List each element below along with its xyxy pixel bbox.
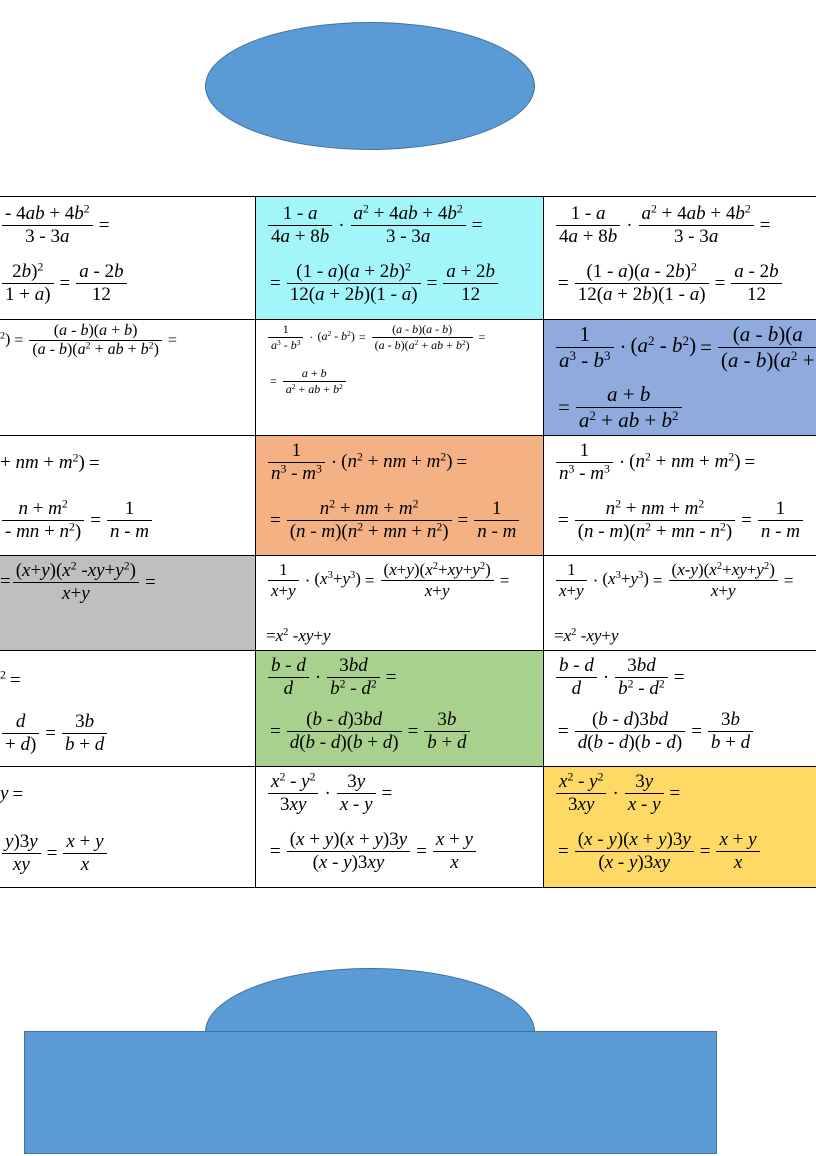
- cell-r1-c3: $\frac{1 - a}{4a + 8b}$ · $\frac{a^2 + 4ab + 4b^2}{3 - 3a}$ = = $\frac{(1 - a)(a - 2b)^2}{12(a + 2b)(1 - a)}$ = $\frac{a - 2b}{12}$: [543, 196, 816, 320]
- cell-r6-c1: y = $\frac{y)3y}{xy}$ = $\frac{x + y}{x}$: [0, 766, 256, 888]
- cell-r1-c1: $\frac{- 4ab + 4b^2}{3 - 3a}$ = $\frac{2b)^2}{1 + a)}$ = $\frac{a - 2b}{12}$: [0, 196, 256, 320]
- cell-r6-c2: $\frac{x^2 - y^2}{3xy}$ · $\frac{3y}{x - y}$ = = $\frac{(x + y)(x + y)3y}{(x - y)3xy}$ = $\frac{x + y}{x}$: [255, 766, 544, 888]
- cell-r1-c2: $\frac{1 - a}{4a + 8b}$ · $\frac{a^2 + 4ab + 4b^2}{3 - 3a}$ = = $\frac{(1 - a)(a + 2b)^2}{12(a + 2b)(1 - a)}$ = $\frac{a + 2b}{12}$: [255, 196, 544, 320]
- cell-r2-c1: $^2$) = $\frac{(a - b)(a + b)}{(a - b)(a^2 + ab + b^2)}$ =: [0, 319, 256, 436]
- cell-r4-c3: $\frac{1}{x+y}$ · $(x^3+y^3)$ = $\frac{(x-y)(x^2+xy+y^2)}{x+y}$ = $=x^2$ -xy+y: [543, 555, 816, 651]
- cell-r2-c3: $\frac{1}{a^3 - b^3}$ · $(a^2 - b^2)$ = $\frac{(a - b)(a}{(a - b)(a^2 +}$ = $\frac{a + b}{a^2 + ab + b^2}$: [543, 319, 816, 436]
- cell-r4-c1: = $\frac{(x+y)(x^2 -xy+y^2)}{x+y}$ =: [0, 555, 256, 651]
- cell-r3-c2: $\frac{1}{n^3 - m^3}$ · ($n^2$ + nm + $m^2$) = = $\frac{n^2 + nm + m^2}{(n - m)(n^2 + mn + n^2)}$ = $\frac{1}{n - m}$: [255, 435, 544, 556]
- cell-r5-c1: $^2$ = $\frac{d}{+ d)}$ = $\frac{3b}{b + d}$: [0, 650, 256, 767]
- cell-r4-c2: $\frac{1}{x+y}$ · $(x^3+y^3)$ = $\frac{(x+y)(x^2+xy+y^2)}{x+y}$ = $=x^2$ -xy+y: [255, 555, 544, 651]
- bottom-rectangle-shape: [24, 1031, 717, 1154]
- cell-r3-c1: + nm + $m^2$) = $\frac{n + m^2}{- mn + n^2)}$ = $\frac{1}{n - m}$: [0, 435, 256, 556]
- top-oval-shape: [205, 22, 535, 150]
- cell-r2-c2: $\frac{1}{a^3 - b^3}$ · $(a^2 - b^2)$ = $\frac{(a - b)(a - b)}{(a - b)(a^2 + ab + b^2)}$ = = $\frac{a + b}{a^2 + ab + b^2}$: [255, 319, 544, 436]
- cell-r3-c3: $\frac{1}{n^3 - m^3}$ · ($n^2$ + nm + $m^2$) = = $\frac{n^2 + nm + m^2}{(n - m)(n^2 + mn - n^2)}$ = $\frac{1}{n - m}$: [543, 435, 816, 556]
- cell-r5-c3: $\frac{b - d}{d}$ · $\frac{3bd}{b^2 - d^2}$ = = $\frac{(b - d)3bd}{d(b - d)(b - d)}$ = $\frac{3b}{b + d}$: [543, 650, 816, 767]
- cell-r6-c3: $\frac{x^2 - y^2}{3xy}$ · $\frac{3y}{x - y}$ = = $\frac{(x - y)(x + y)3y}{(x - y)3xy}$ = $\frac{x + y}{x}$: [543, 766, 816, 888]
- cell-r5-c2: $\frac{b - d}{d}$ · $\frac{3bd}{b^2 - d^2}$ = = $\frac{(b - d)3bd}{d(b - d)(b + d)}$ = $\frac{3b}{b + d}$: [255, 650, 544, 767]
